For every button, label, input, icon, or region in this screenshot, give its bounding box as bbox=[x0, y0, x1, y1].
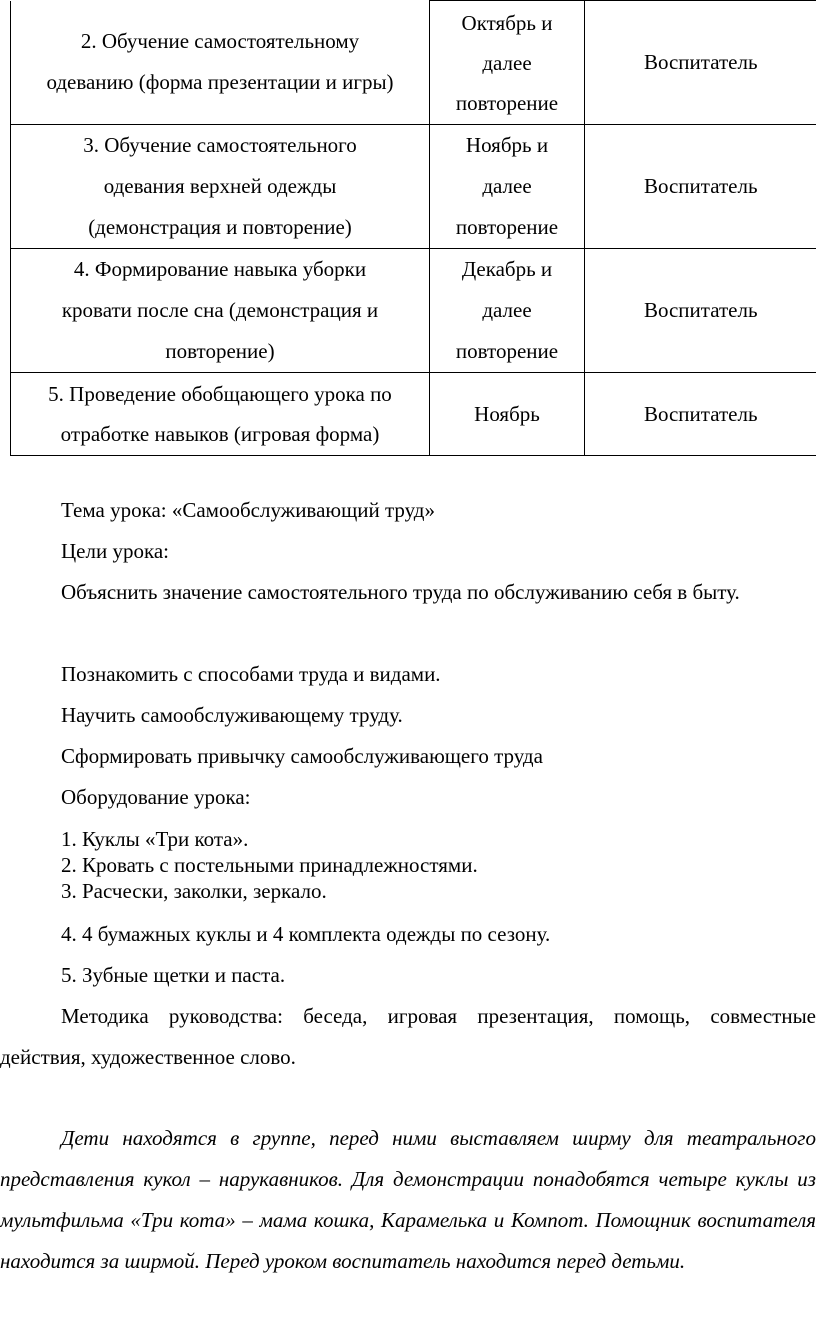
task-line: одевания верхней одежды bbox=[103, 174, 337, 198]
period-line: Декабрь и bbox=[461, 257, 553, 281]
task-line: 2. Обучение самостоятельному bbox=[80, 29, 360, 54]
responsible-cell: Воспитатель bbox=[585, 249, 816, 373]
task-line: отработке навыков (игровая форма) bbox=[60, 422, 380, 446]
responsible-cell: Воспитатель bbox=[585, 125, 816, 249]
task-line: повторение) bbox=[165, 339, 275, 363]
goal-item: Сформировать привычку самообслуживающего труда bbox=[61, 744, 543, 768]
plan-table bbox=[10, 0, 816, 456]
scene-paragraph: Дети находятся в группе, перед ними выставляем ширму для театрального представления кукол – нарукавников. Для демонстрации понадобятся четыре куклы из мультфильма «Три кота» – мама кошка, Карамелька и Компот. Помощник воспитателя находится за ширмой. Перед уроком воспитатель находится перед детьми. bbox=[0, 1126, 816, 1273]
task-line: 5. Проведение обобщающего урока по bbox=[48, 382, 392, 406]
equipment-item: 1. Куклы «Три кота». bbox=[61, 827, 249, 851]
period-line: повторение bbox=[455, 90, 559, 115]
lesson-topic: Тема урока: «Самообслуживающий труд» bbox=[61, 498, 435, 522]
task-line: 4. Формирование навыка уборки bbox=[73, 257, 367, 281]
period-line: далее bbox=[482, 298, 532, 322]
goals-heading: Цели урока: bbox=[61, 539, 169, 563]
period-cell bbox=[430, 125, 585, 249]
task-line: (демонстрация и повторение) bbox=[88, 215, 352, 239]
table-row bbox=[11, 1, 816, 125]
task-cell bbox=[11, 249, 430, 373]
period-line: далее bbox=[482, 174, 532, 198]
period-cell bbox=[430, 373, 585, 456]
period-line: повторение bbox=[455, 215, 559, 239]
task-cell bbox=[11, 125, 430, 249]
task-cell bbox=[11, 373, 430, 456]
method-paragraph: Методика руководства: беседа, игровая презентация, помощь, совместные действия, художественное слово. bbox=[0, 1004, 816, 1069]
goal-item: Познакомить с способами труда и видами. bbox=[61, 662, 441, 686]
table-row bbox=[11, 373, 816, 456]
task-line: одеванию (форма презентации и игры) bbox=[46, 70, 394, 95]
period-cell bbox=[430, 1, 585, 125]
responsible-cell: Воспитатель bbox=[585, 373, 816, 456]
goal-item: Научить самообслуживающему труду. bbox=[61, 703, 403, 727]
period-line: далее bbox=[482, 50, 532, 75]
goal-item: Объяснить значение самостоятельного труда по обслуживанию себя в быту. bbox=[61, 580, 740, 604]
task-line: 3. Обучение самостоятельного bbox=[83, 133, 357, 157]
period-cell bbox=[430, 249, 585, 373]
period-line: Ноябрь и bbox=[465, 133, 549, 157]
table-row bbox=[11, 125, 816, 249]
table-row bbox=[11, 249, 816, 373]
equipment-heading: Оборудование урока: bbox=[61, 785, 251, 809]
period-line: Ноябрь bbox=[474, 402, 540, 426]
equipment-item: 2. Кровать с постельными принадлежностями. bbox=[61, 853, 478, 877]
equipment-item: 3. Расчески, заколки, зеркало. bbox=[61, 879, 327, 903]
responsible-cell: Воспитатель bbox=[585, 1, 816, 125]
period-line: повторение bbox=[455, 339, 559, 363]
equipment-item: 5. Зубные щетки и паста. bbox=[61, 963, 286, 987]
equipment-item: 4. 4 бумажных куклы и 4 комплекта одежды по сезону. bbox=[61, 922, 551, 946]
task-line: кровати после сна (демонстрация и bbox=[61, 298, 379, 322]
task-cell bbox=[11, 1, 430, 125]
period-line: Октябрь и bbox=[461, 10, 553, 35]
